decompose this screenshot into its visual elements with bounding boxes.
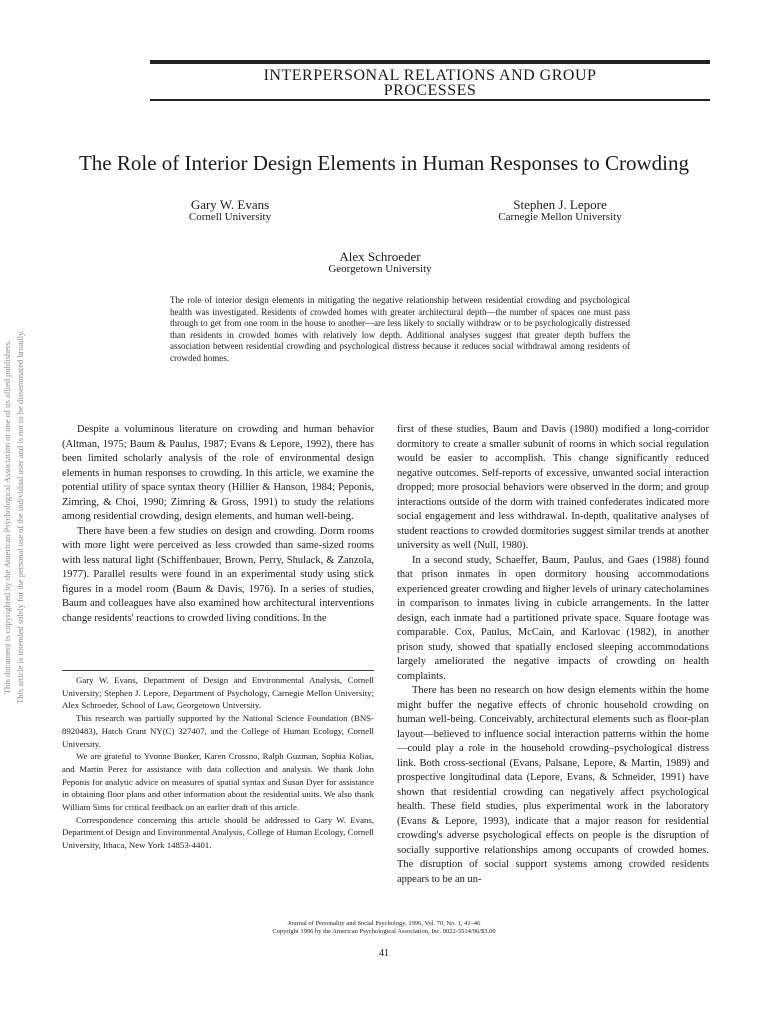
copyright-side-notice: This document is copyrighted by the American Psychological Association or one of its allied publishers. — [2, 339, 12, 695]
section-header-line-1: INTERPERSONAL RELATIONS AND GROUP — [263, 67, 597, 84]
body-paragraph: In a second study, Schaeffer, Baum, Paulus, and Gaes (1988) found that prison inmates in open dormitory housing accommodations experienced greater crowding and higher levels of urinary catecholamines in comparison to inmates living in cubicle arrangements. In the latter design, each inmate had a partitioned private space. Square footage was comparable. Cox, Paulus, McCain, and Karlovac (1982), in another prison study, showed that spatially enclosed sleeping accommodations largely ameliorated the negative impacts of crowding on health complaints. — [397, 554, 709, 682]
right-column — [397, 423, 709, 887]
author-name: Alex Schroeder — [339, 249, 421, 264]
author-name: Gary W. Evans — [190, 197, 270, 212]
footnote-funding: This research was partially supported by the National Science Foundation (BNS-8920483), Hatch Grant NY(C) 327407, and the College of Human Ecology, Cornell University. — [62, 713, 374, 749]
body-paragraph: first of these studies, Baum and Davis (1980) modified a long-corridor dormitory to create a smaller subunit of rooms in which social regulation would be easier to accomplish. This change significantly reduced negative outcomes. Self-reports of excessive, unwanted social interaction dropped; more prosocial behaviors were observed in the dorm; and group interactions outside of the dorm with trained confederates indicated more social engagement and less withdrawal. In-depth, qualitative analyses of student reactions to crowded dormitories suggest similar trends at another university as well (Null, 1980). — [397, 424, 709, 551]
journal-citation-line: Journal of Personality and Social Psychology, 1996, Vol. 70, No. 1, 41–46 — [287, 920, 481, 927]
page-number: 41 — [379, 948, 389, 959]
body-paragraph: There have been a few studies on design and crowding. Dorm rooms with more light were perceived as less crowded than same-sized rooms with less natural light (Schiffenbauer, Brown, Perry, Shulack, & Zanzola, 1977). Parallel results were found in an experimental study using stick figures in a model room (Baum & Davis, 1976). In a series of studies, Baum and colleagues have also examined how architectural interventions change residents' reactions to crowded living conditions. In the — [62, 525, 374, 624]
footnote-divider — [62, 670, 374, 671]
abstract: The role of interior design elements in mitigating the negative relationship between residential crowding and psychological health was investigated. Residents of crowded homes with greater architectural depth—the number of spaces one must pass through to get from one room in the house to another—are less likely to socially withdraw or to be psychologically distressed than residents in crowded homes with relatively low depth. Additional analyses suggest that greater depth buffers the association between residential crowding and psychological distress because it reduces social withdrawal among residents of crowded homes. — [170, 295, 630, 363]
journal-citation — [0, 920, 768, 936]
author-evans — [160, 198, 300, 224]
section-header-line-2: PROCESSES — [383, 82, 477, 99]
footnote-correspondence: Correspondence concerning this article should be addressed to Gary W. Evans, Department of Design and Environmental Analysis, College of Human Ecology, Cornell University, Ithaca, New York 14853-4401. — [62, 814, 374, 851]
section-header — [150, 60, 710, 101]
body-paragraph: There has been no research on how design elements within the home might buffer the negative effects of chronic household crowding on human well-being. Conceivably, architectural elements such as floor-plan layout—believed to influence social interaction patterns within the home—could play a role in the household crowding–psychological distress link. Both cross-sectional (Evans, Palsane, Lepore, & Martin, 1989) and prospective longitudinal data (Lepore, Evans, & Schneider, 1991) have shown that residential crowding can negatively affect psychological health. These field studies, plus experimental work in the laboratory (Evans & Lepore, 1993), indicate that a major reason for residential crowding's adverse psychological effects on people is the disruption of socially supportive relationships among occupants of crowded homes. The disruption of social support systems among crowded residents appears to be an un- — [397, 685, 709, 885]
footnotes — [62, 674, 374, 852]
body-paragraph: Despite a voluminous literature on crowding and human behavior (Altman, 1975; Baum & Paulus, 1987; Evans & Lepore, 1992), there has been limited scholarly analysis of the role of environmental design elements in human responses to crowding. In this article, we examine the potential utility of space syntax theory (Hillier & Hanson, 1984; Peponis, Zimring, & Choi, 1990; Zimring & Gross, 1991) to study the relations among residential crowding, design elements, and human well-being. — [62, 424, 374, 522]
footnote-acknowledgments: We are grateful to Yvonne Bunker, Karen Crossno, Ralph Guzman, Sophia Kolias, and Martin Perez for assistance with data collection and analysis. We thank John Peponis for analytic advice on measures of spatial syntax and Susan Dyer for assistance in obtaining floor plans and other information about the residential units. We also thank William Sims for critical feedback on an earlier draft of this article. — [62, 751, 374, 813]
author-affiliation: Georgetown University — [328, 263, 432, 275]
copyright-line: Copyright 1996 by the American Psychological Association, Inc. 0022-3514/96/$3.00 — [272, 928, 496, 935]
author-affiliation: Carnegie Mellon University — [498, 211, 622, 223]
article-title: The Role of Interior Design Elements in Human Responses to Crowding — [78, 151, 690, 175]
author-name: Stephen J. Lepore — [513, 197, 607, 212]
usage-side-notice: This article is intended solely for the personal use of the individual user and is not to be disseminated broadly. — [15, 330, 25, 704]
footnote-affiliations: Gary W. Evans, Department of Design and Environmental Analysis, Cornell University; Stephen J. Lepore, Department of Psychology, Carnegie Mellon University; Alex Schroeder, School of Law, Georgetown University. — [62, 675, 374, 711]
left-column — [62, 423, 374, 626]
author-affiliation: Cornell University — [188, 211, 272, 223]
author-schroeder — [305, 250, 455, 276]
author-lepore — [470, 198, 650, 224]
